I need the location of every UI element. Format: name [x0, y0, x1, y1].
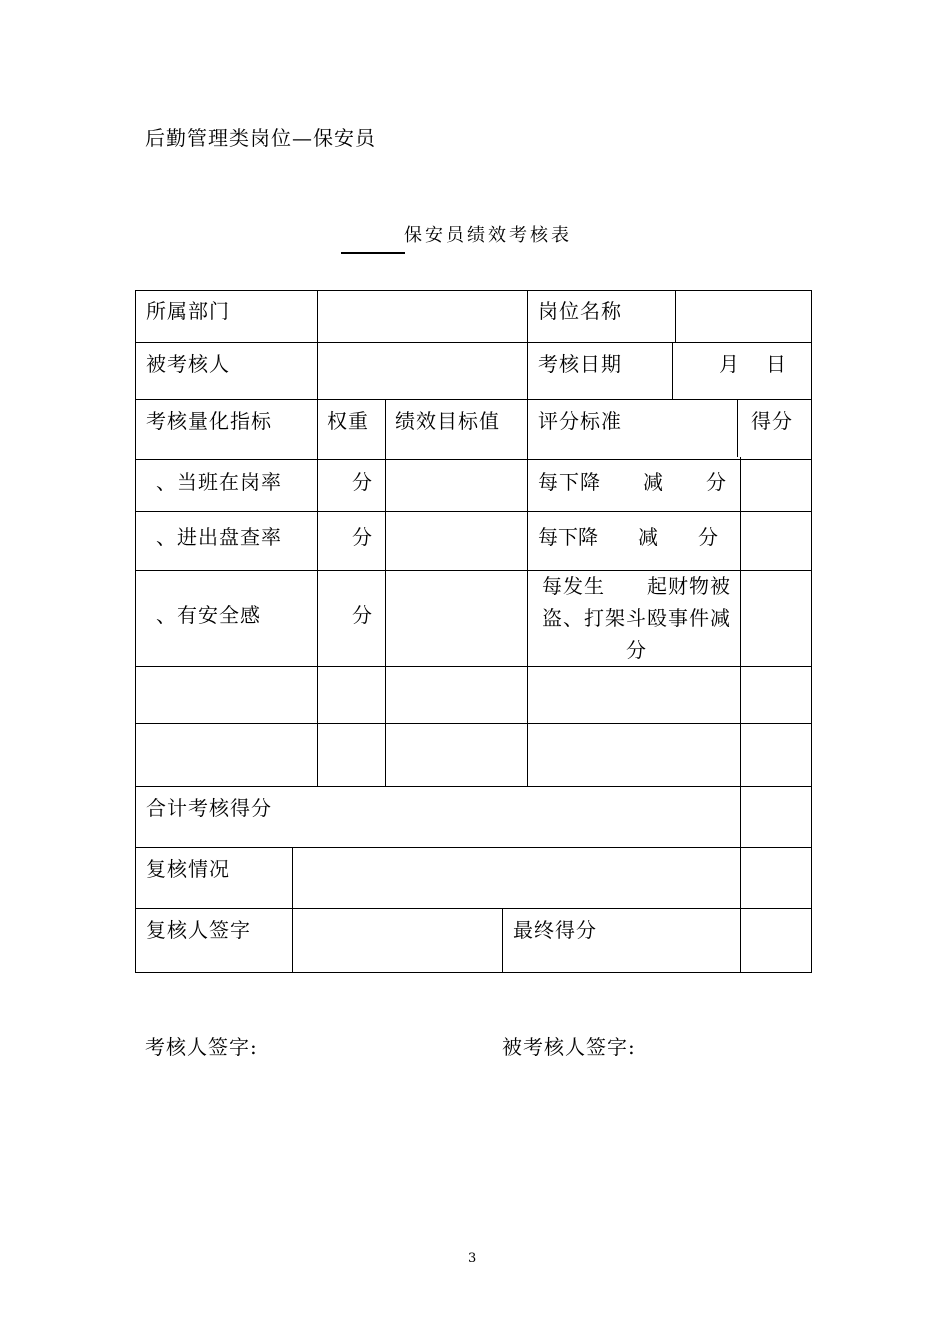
page-heading: 后勤管理类岗位—保安员 — [145, 126, 376, 150]
row-rule — [136, 723, 812, 724]
final-score-label: 最终得分 — [513, 918, 597, 942]
row-rule — [136, 342, 812, 343]
row-1-indicator: 、当班在岗率 — [156, 470, 282, 494]
dept-label: 所属部门 — [146, 299, 230, 323]
row-1-weight: 分 — [352, 470, 373, 494]
assessee-signature-label: 被考核人签字: — [502, 1035, 636, 1059]
header-target: 绩效目标值 — [395, 409, 500, 433]
row-rule — [136, 666, 812, 667]
col-rule — [672, 342, 673, 399]
row-3-indicator: 、有安全感 — [156, 603, 261, 627]
row-rule — [136, 908, 812, 909]
header-indicator: 考核量化指标 — [146, 409, 272, 433]
table-title: 保安员绩效考核表 — [404, 225, 572, 246]
col-rule — [317, 291, 318, 399]
row-1-criteria: 每下降 减 分 — [538, 470, 727, 494]
assessment-table — [135, 290, 812, 973]
col-rule — [317, 399, 318, 786]
row-rule — [136, 459, 812, 460]
assessor-signature-label: 考核人签字: — [145, 1035, 258, 1059]
row-rule — [136, 511, 812, 512]
col-rule — [737, 399, 738, 457]
col-rule — [527, 399, 528, 786]
total-label: 合计考核得分 — [146, 796, 272, 820]
row-2-weight: 分 — [352, 525, 373, 549]
row-3-weight: 分 — [352, 603, 373, 627]
assessee-label: 被考核人 — [146, 352, 230, 376]
header-weight: 权重 — [327, 409, 369, 433]
col-rule — [292, 847, 293, 973]
header-score: 得分 — [751, 409, 793, 433]
header-criteria: 评分标准 — [538, 409, 622, 433]
col-rule — [502, 908, 503, 973]
page-number: 3 — [468, 1251, 477, 1266]
row-rule — [136, 786, 812, 787]
date-label: 考核日期 — [538, 352, 622, 376]
col-rule — [740, 457, 741, 973]
col-rule — [675, 291, 676, 342]
row-rule — [136, 847, 812, 848]
row-2-criteria: 每下降 减 分 — [538, 525, 718, 549]
row-3-criteria: 每发生 起财物被盗、打架斗殴事件减 分 — [542, 574, 773, 662]
review-label: 复核情况 — [146, 857, 230, 881]
row-rule — [136, 399, 812, 400]
date-day: 日 — [766, 352, 787, 376]
position-label: 岗位名称 — [538, 299, 622, 323]
col-rule — [527, 291, 528, 399]
title-underline — [341, 252, 405, 254]
col-rule — [385, 399, 386, 786]
row-2-indicator: 、进出盘查率 — [156, 525, 282, 549]
date-month: 月 — [719, 352, 740, 376]
reviewer-label: 复核人签字 — [146, 918, 251, 942]
